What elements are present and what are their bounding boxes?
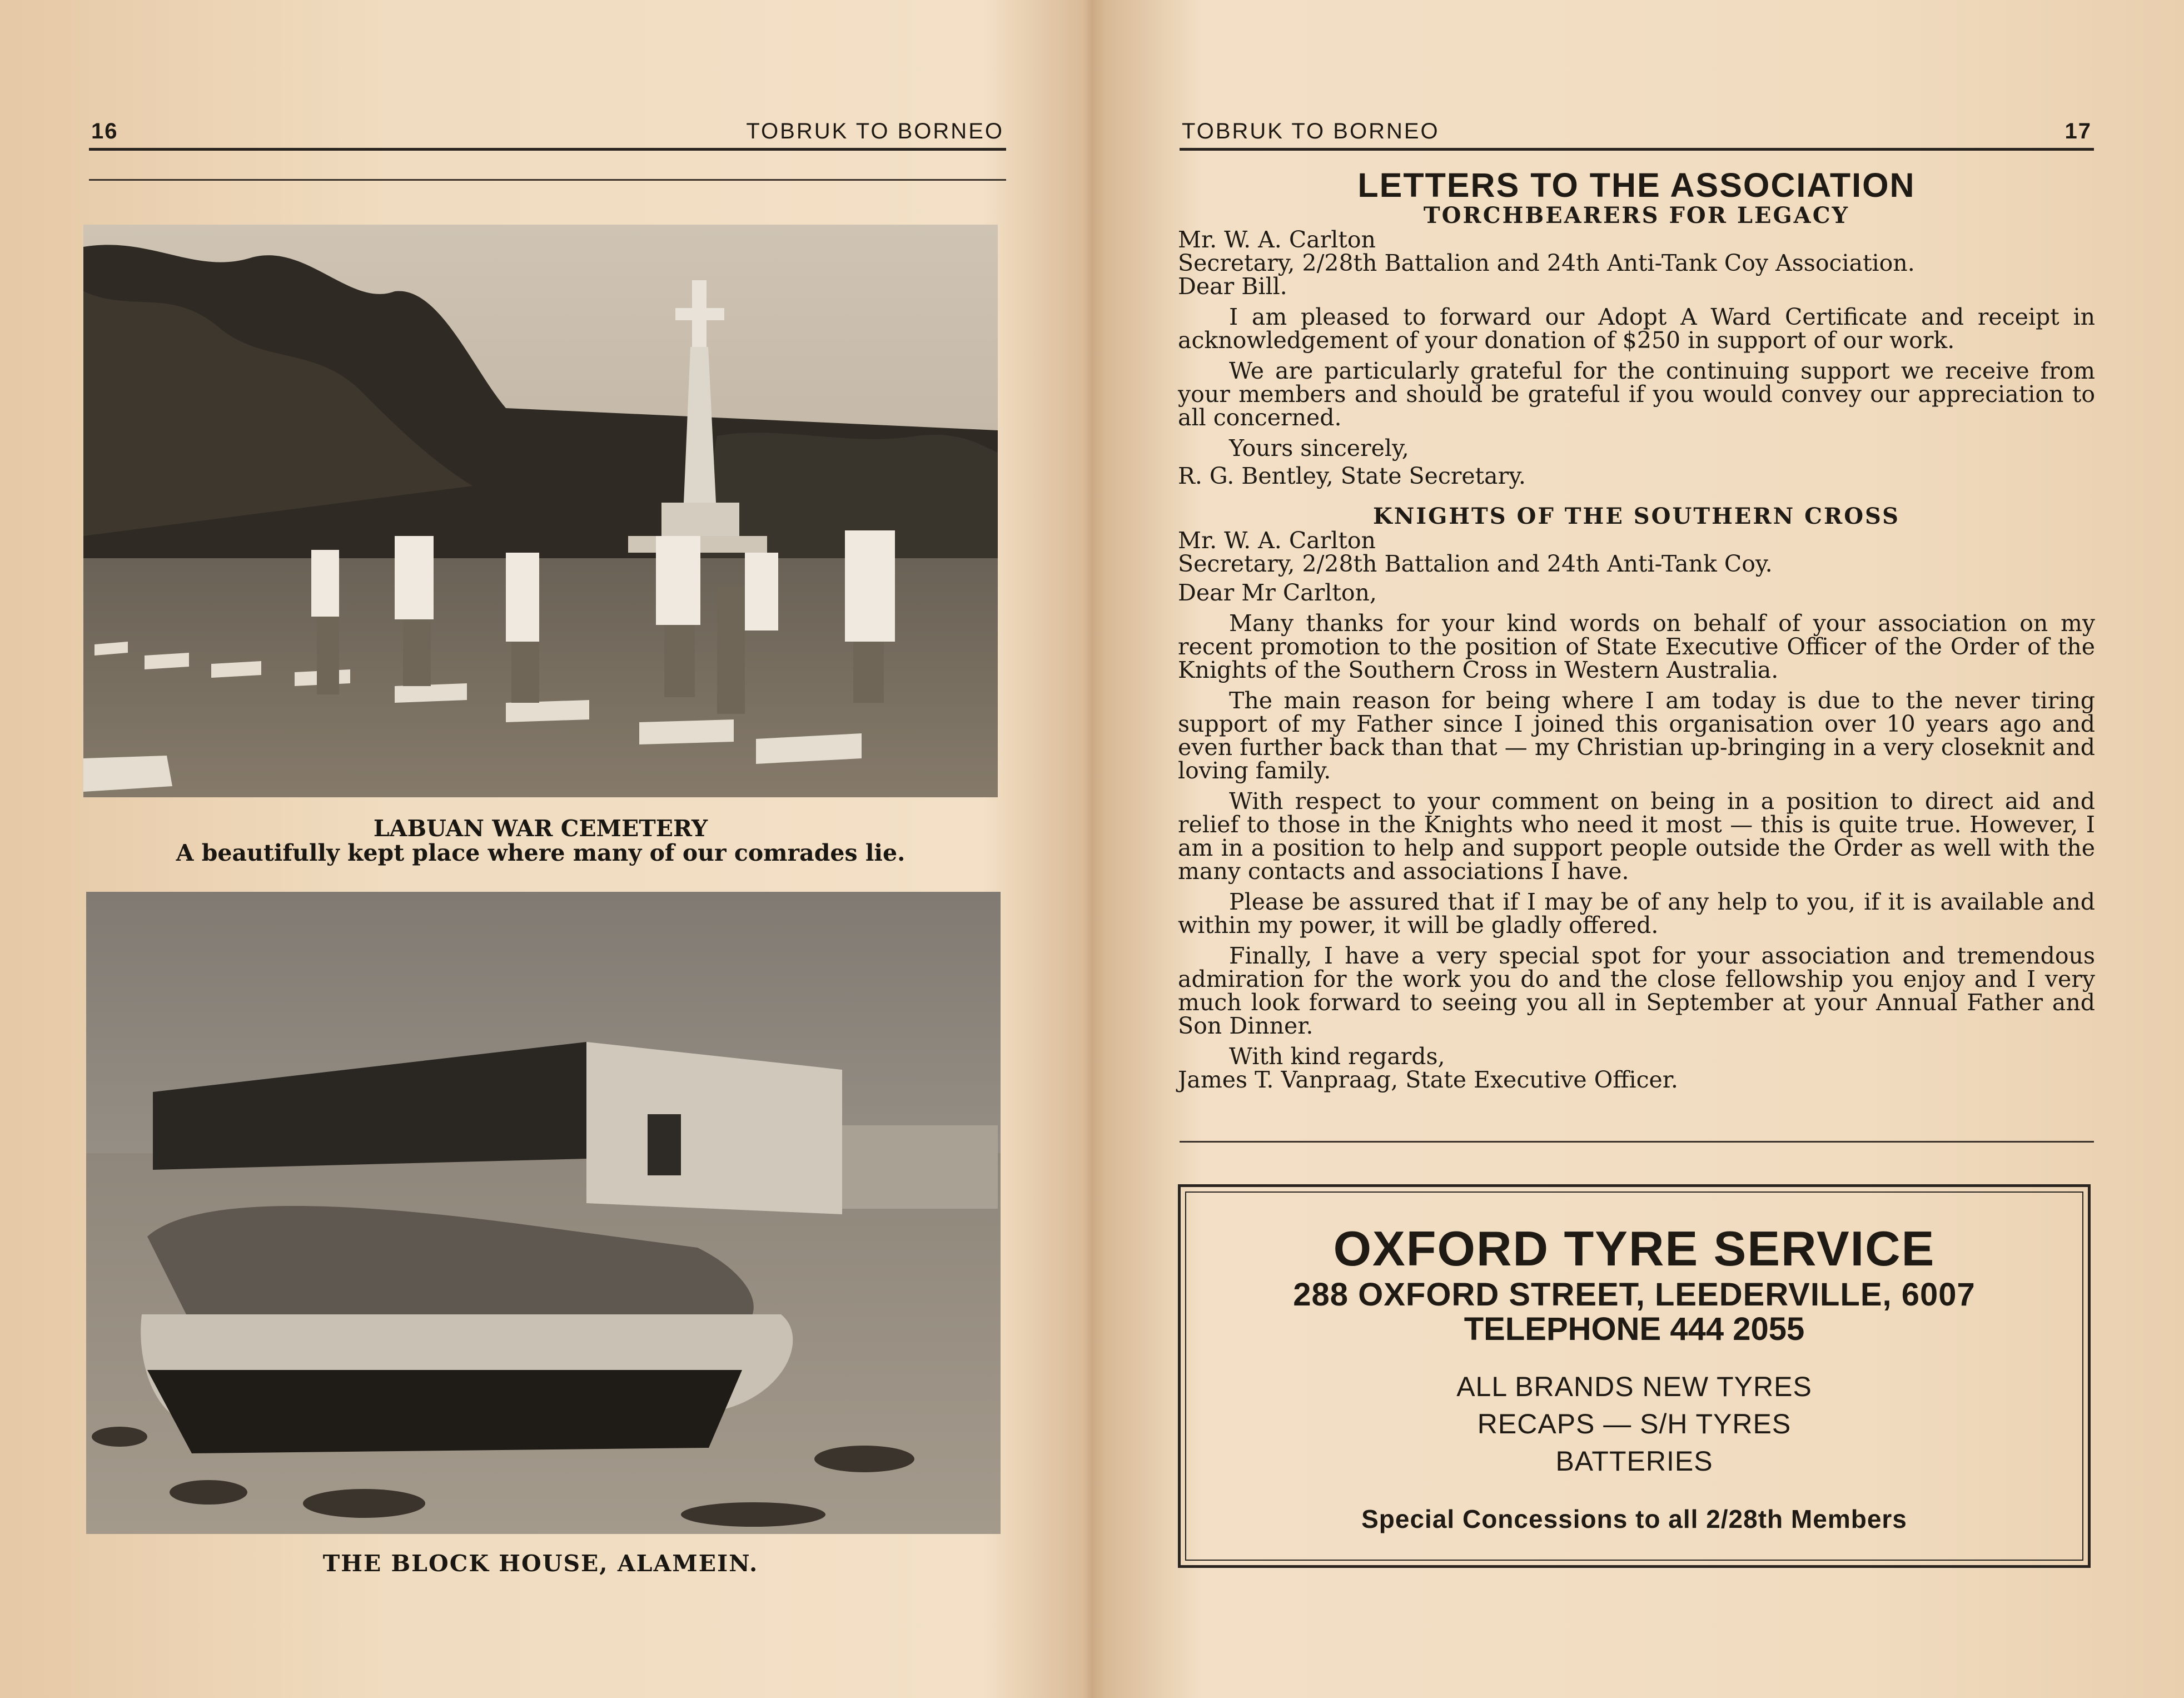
addressee-line: Secretary, 2/28th Battalion and 24th Anti-Tank Coy. xyxy=(1178,550,1773,577)
divider xyxy=(1180,1141,2094,1143)
divider xyxy=(89,179,1006,181)
advertisement-box xyxy=(1178,1184,2091,1568)
section-heading: LETTERS TO THE ASSOCIATION xyxy=(1357,166,1916,204)
letter-title: KNIGHTS OF THE SOUTHERN CROSS xyxy=(1373,503,1900,529)
running-title: TOBRUK TO BORNEO xyxy=(1182,119,1440,143)
paragraph: Please be assured that if I may be of any help to you, if it is available and within my power, it will be gladly offered. xyxy=(1178,888,2095,939)
page-number: 17 xyxy=(2064,119,2092,143)
letter-knights xyxy=(1178,529,2095,1091)
caption-text: A beautifully kept place where many of our comrades lie. xyxy=(176,840,906,866)
caption-title: LABUAN WAR CEMETERY xyxy=(373,815,708,842)
running-head-right xyxy=(1180,117,2094,151)
cemetery-photo xyxy=(83,225,998,797)
letters-section xyxy=(1178,167,2095,1091)
block-house-photo xyxy=(86,892,1001,1534)
letter-title: TORCHBEARERS FOR LEGACY xyxy=(1423,202,1850,229)
ad-address: 288 OXFORD STREET, LEEDERVILLE, 6007 xyxy=(1293,1277,1976,1313)
paragraph: I am pleased to forward our Adopt A Ward Certificate and receipt in acknowledgement of your donation of $250 in support of our work. xyxy=(1178,304,2095,354)
salutation: Dear Bill. xyxy=(1178,273,1287,300)
closing: Yours sincerely, xyxy=(1229,435,1409,461)
ad-business-name: OXFORD TYRE SERVICE xyxy=(1333,1221,1936,1276)
paragraph: With respect to your comment on being in a position to direct aid and relief to those in the Knights who need it most — this is quite true. However, I am in a position to help and support people outside the Order as well with the many contacts and associations I have. xyxy=(1178,788,2095,885)
signature: James T. Vanpraag, State Executive Officer. xyxy=(1178,1066,1678,1093)
ad-special-offer: Special Concessions to all 2/28th Members xyxy=(1361,1505,1907,1533)
photo-caption-cemetery xyxy=(83,816,998,865)
ad-service-line: ALL BRANDS NEW TYRES xyxy=(1456,1371,1812,1402)
letter-torchbearers xyxy=(1178,228,2095,488)
signature: R. G. Bentley, State Secretary. xyxy=(1178,463,1526,489)
ad-service-line: BATTERIES xyxy=(1555,1446,1713,1477)
addressee: Mr. W. A. Carlton xyxy=(1178,226,1376,253)
right-page xyxy=(1095,0,2184,1698)
addressee: Mr. W. A. Carlton xyxy=(1178,527,1376,554)
running-title: TOBRUK TO BORNEO xyxy=(746,119,1004,143)
page-number: 16 xyxy=(91,119,118,143)
paragraph: Many thanks for your kind words on behalf of your association on my recent promotion to the position of State Executive Officer of the Order of the Knights of the Southern Cross in Western Australia. xyxy=(1178,610,2095,683)
left-page xyxy=(0,0,1089,1698)
running-head-left xyxy=(89,117,1006,151)
ad-telephone: TELEPHONE 444 2055 xyxy=(1464,1311,1805,1347)
photo-caption-block-house: THE BLOCK HOUSE, ALAMEIN. xyxy=(322,1550,759,1577)
salutation: Dear Mr Carlton, xyxy=(1178,579,1377,606)
closing: With kind regards, xyxy=(1229,1043,1445,1070)
paragraph: We are particularly grateful for the continuing support we receive from your members and should be grateful if you would convey our appreciation to all concerned. xyxy=(1178,358,2095,431)
paragraph: The main reason for being where I am today is due to the never tiring support of my Father since I joined this organisation over 10 years ago and even further back than that — my Christian up-bringing in a very closeknit and loving family. xyxy=(1178,687,2095,784)
addressee-line: Secretary, 2/28th Battalion and 24th Anti-Tank Coy Association. xyxy=(1178,250,1915,276)
paragraph: Finally, I have a very special spot for your association and tremendous admiration for the work you do and the close fellowship you enjoy and I very much look forward to seeing you all in September at your Annual Father and Son Dinner. xyxy=(1178,942,2095,1039)
ad-service-line: RECAPS — S/H TYRES xyxy=(1477,1408,1792,1439)
